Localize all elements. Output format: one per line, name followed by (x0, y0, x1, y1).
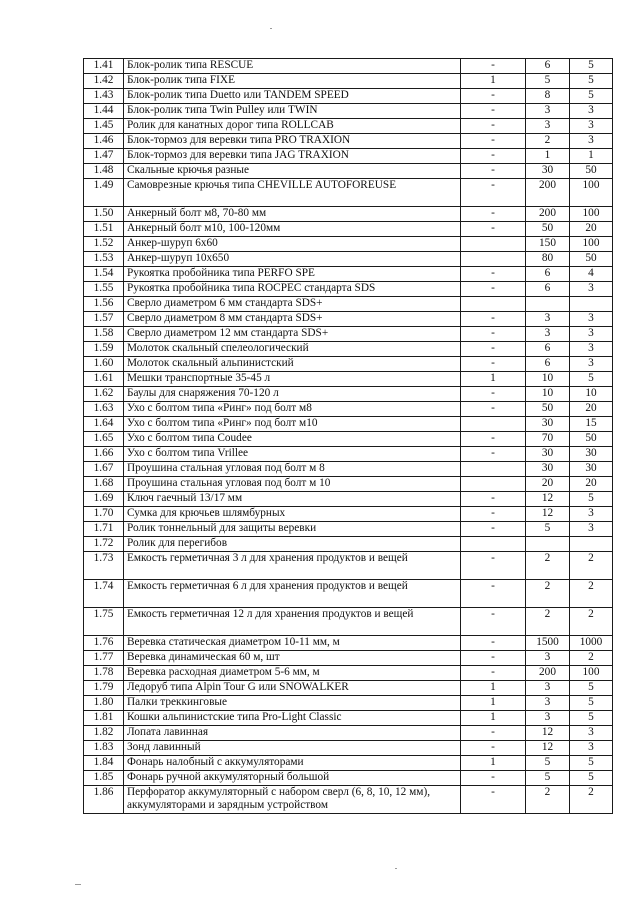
quantity-cell-2: 12 (526, 492, 570, 507)
table-row (84, 522, 613, 537)
quantity-cell-3: 5 (570, 711, 613, 726)
table-row (84, 492, 613, 507)
item-name-cell: Ключ гаечный 13/17 мм (124, 492, 461, 507)
quantity-cell-2: 12 (526, 507, 570, 522)
item-name-cell: Анкерный болт м10, 100-120мм (124, 222, 461, 237)
item-name-cell: Блок-ролик типа Duetto или TANDEM SPEED (124, 89, 461, 104)
quantity-cell-3: 2 (570, 552, 613, 580)
quantity-cell-1 (461, 477, 526, 492)
equipment-table (83, 58, 613, 814)
item-number-cell: 1.52 (84, 237, 124, 252)
item-number-cell: 1.78 (84, 666, 124, 681)
table-row (84, 89, 613, 104)
item-number-cell: 1.57 (84, 312, 124, 327)
item-number-cell: 1.44 (84, 104, 124, 119)
item-name-cell: Кошки альпинистские типа Pro-Light Classic (124, 711, 461, 726)
quantity-cell-3: 50 (570, 432, 613, 447)
quantity-cell-1: - (461, 267, 526, 282)
quantity-cell-3: 2 (570, 651, 613, 666)
table-row (84, 252, 613, 267)
item-number-cell: 1.74 (84, 580, 124, 608)
quantity-cell-1: - (461, 580, 526, 608)
item-number-cell: 1.80 (84, 696, 124, 711)
table-row (84, 786, 613, 814)
quantity-cell-1: - (461, 207, 526, 222)
quantity-cell-2: 30 (526, 417, 570, 432)
quantity-cell-1: - (461, 89, 526, 104)
quantity-cell-1: - (461, 741, 526, 756)
item-name-cell: Анкер-шуруп 6х60 (124, 237, 461, 252)
quantity-cell-2: 12 (526, 726, 570, 741)
item-name-cell: Сумка для крючьев шлямбурных (124, 507, 461, 522)
table-row (84, 342, 613, 357)
quantity-cell-1 (461, 537, 526, 552)
item-number-cell: 1.64 (84, 417, 124, 432)
item-number-cell: 1.76 (84, 636, 124, 651)
table-row (84, 417, 613, 432)
quantity-cell-1 (461, 297, 526, 312)
item-number-cell: 1.46 (84, 134, 124, 149)
scan-speck (395, 868, 397, 869)
table-row (84, 387, 613, 402)
quantity-cell-1: - (461, 179, 526, 207)
item-name-cell: Анкер-шуруп 10х650 (124, 252, 461, 267)
quantity-cell-2: 30 (526, 447, 570, 462)
item-name-cell: Ролик для канатных дорог типа ROLLCAB (124, 119, 461, 134)
table-row (84, 327, 613, 342)
item-number-cell: 1.82 (84, 726, 124, 741)
quantity-cell-2: 200 (526, 666, 570, 681)
quantity-cell-3: 3 (570, 134, 613, 149)
quantity-cell-3: 5 (570, 74, 613, 89)
item-name-cell: Лопата лавинная (124, 726, 461, 741)
item-name-cell: Емкость герметичная 6 л для хранения продуктов и вещей (124, 580, 461, 608)
table-row (84, 447, 613, 462)
item-number-cell: 1.62 (84, 387, 124, 402)
quantity-cell-3: 5 (570, 372, 613, 387)
item-name-cell: Ухо с болтом типа «Ринг» под болт м10 (124, 417, 461, 432)
item-name-cell: Палки треккинговые (124, 696, 461, 711)
quantity-cell-3: 3 (570, 522, 613, 537)
table-row (84, 756, 613, 771)
item-number-cell: 1.49 (84, 179, 124, 207)
item-name-cell: Ухо с болтом типа Coudee (124, 432, 461, 447)
quantity-cell-2: 2 (526, 608, 570, 636)
item-name-cell: Самоврезные крючья типа CHEVILLE AUTOFOREUSE (124, 179, 461, 207)
quantity-cell-2: 10 (526, 387, 570, 402)
item-number-cell: 1.68 (84, 477, 124, 492)
quantity-cell-3: 3 (570, 357, 613, 372)
item-number-cell: 1.84 (84, 756, 124, 771)
quantity-cell-2: 6 (526, 267, 570, 282)
item-number-cell: 1.58 (84, 327, 124, 342)
quantity-cell-3: 3 (570, 104, 613, 119)
item-name-cell: Проушина стальная угловая под болт м 10 (124, 477, 461, 492)
quantity-cell-3: 50 (570, 252, 613, 267)
item-number-cell: 1.79 (84, 681, 124, 696)
quantity-cell-1: - (461, 59, 526, 74)
quantity-cell-1: - (461, 134, 526, 149)
quantity-cell-3: 20 (570, 477, 613, 492)
quantity-cell-1 (461, 462, 526, 477)
item-number-cell: 1.75 (84, 608, 124, 636)
quantity-cell-3: 100 (570, 237, 613, 252)
quantity-cell-3: 3 (570, 507, 613, 522)
item-number-cell: 1.53 (84, 252, 124, 267)
quantity-cell-2: 3 (526, 696, 570, 711)
item-number-cell: 1.86 (84, 786, 124, 814)
quantity-cell-3: 5 (570, 756, 613, 771)
quantity-cell-3: 3 (570, 726, 613, 741)
table-row (84, 237, 613, 252)
quantity-cell-3: 3 (570, 312, 613, 327)
table-row (84, 608, 613, 636)
quantity-cell-1: 1 (461, 681, 526, 696)
item-name-cell: Ухо с болтом типа Vrillee (124, 447, 461, 462)
quantity-cell-3: 50 (570, 164, 613, 179)
item-number-cell: 1.56 (84, 297, 124, 312)
quantity-cell-2: 50 (526, 222, 570, 237)
quantity-cell-2: 2 (526, 552, 570, 580)
quantity-cell-3: 5 (570, 89, 613, 104)
item-name-cell: Фонарь ручной аккумуляторный большой (124, 771, 461, 786)
quantity-cell-2: 6 (526, 342, 570, 357)
item-number-cell: 1.41 (84, 59, 124, 74)
quantity-cell-2: 6 (526, 59, 570, 74)
quantity-cell-2 (526, 297, 570, 312)
quantity-cell-3: 4 (570, 267, 613, 282)
quantity-cell-1: - (461, 507, 526, 522)
quantity-cell-3: 100 (570, 179, 613, 207)
quantity-cell-2: 3 (526, 651, 570, 666)
item-number-cell: 1.59 (84, 342, 124, 357)
quantity-cell-2: 3 (526, 312, 570, 327)
quantity-cell-3: 5 (570, 681, 613, 696)
item-name-cell: Рукоятка пробойника типа PERFO SPE (124, 267, 461, 282)
item-name-cell: Анкерный болт м8, 70-80 мм (124, 207, 461, 222)
table-row (84, 726, 613, 741)
table-row (84, 711, 613, 726)
quantity-cell-3: 3 (570, 282, 613, 297)
quantity-cell-2: 2 (526, 134, 570, 149)
quantity-cell-2: 30 (526, 462, 570, 477)
table-row (84, 282, 613, 297)
quantity-cell-3: 2 (570, 580, 613, 608)
item-number-cell: 1.85 (84, 771, 124, 786)
quantity-cell-3: 30 (570, 447, 613, 462)
quantity-cell-1: - (461, 342, 526, 357)
item-name-cell: Баулы для снаряжения 70-120 л (124, 387, 461, 402)
table-row (84, 149, 613, 164)
item-number-cell: 1.70 (84, 507, 124, 522)
scan-speck (75, 884, 81, 885)
item-number-cell: 1.42 (84, 74, 124, 89)
quantity-cell-2: 200 (526, 207, 570, 222)
quantity-cell-2: 3 (526, 327, 570, 342)
quantity-cell-1: - (461, 222, 526, 237)
item-number-cell: 1.65 (84, 432, 124, 447)
item-name-cell: Блок-ролик типа RESCUE (124, 59, 461, 74)
item-number-cell: 1.73 (84, 552, 124, 580)
table-row (84, 297, 613, 312)
quantity-cell-3: 1000 (570, 636, 613, 651)
quantity-cell-2: 5 (526, 771, 570, 786)
item-number-cell: 1.77 (84, 651, 124, 666)
item-name-cell: Блок-ролик типа FIXE (124, 74, 461, 89)
item-number-cell: 1.71 (84, 522, 124, 537)
table-row (84, 681, 613, 696)
quantity-cell-2: 150 (526, 237, 570, 252)
quantity-cell-1 (461, 237, 526, 252)
item-number-cell: 1.45 (84, 119, 124, 134)
item-name-cell: Перфоратор аккумуляторный с набором сверл (6, 8, 10, 12 мм), аккумуляторами и зарядным устройством (124, 786, 461, 814)
table-row (84, 741, 613, 756)
quantity-cell-1: - (461, 149, 526, 164)
table-row (84, 104, 613, 119)
quantity-cell-1: - (461, 447, 526, 462)
quantity-cell-2: 200 (526, 179, 570, 207)
quantity-cell-2 (526, 537, 570, 552)
quantity-cell-3: 20 (570, 402, 613, 417)
quantity-cell-1: - (461, 771, 526, 786)
item-number-cell: 1.81 (84, 711, 124, 726)
table-row (84, 696, 613, 711)
table-row (84, 207, 613, 222)
item-name-cell: Зонд лавинный (124, 741, 461, 756)
quantity-cell-1: 1 (461, 74, 526, 89)
quantity-cell-1: - (461, 636, 526, 651)
quantity-cell-1: - (461, 726, 526, 741)
table-row (84, 74, 613, 89)
table-row (84, 507, 613, 522)
quantity-cell-1: 1 (461, 711, 526, 726)
quantity-cell-1: - (461, 327, 526, 342)
quantity-cell-1: - (461, 282, 526, 297)
quantity-cell-1: - (461, 357, 526, 372)
quantity-cell-2: 12 (526, 741, 570, 756)
quantity-cell-3: 2 (570, 786, 613, 814)
quantity-cell-2: 1500 (526, 636, 570, 651)
table-body (84, 59, 613, 814)
quantity-cell-2: 5 (526, 74, 570, 89)
table-row (84, 666, 613, 681)
quantity-cell-2: 2 (526, 786, 570, 814)
table-row (84, 636, 613, 651)
quantity-cell-1: - (461, 104, 526, 119)
quantity-cell-2: 6 (526, 357, 570, 372)
quantity-cell-2: 3 (526, 104, 570, 119)
quantity-cell-1: 1 (461, 696, 526, 711)
quantity-cell-1 (461, 417, 526, 432)
item-name-cell: Веревка статическая диаметром 10-11 мм, м (124, 636, 461, 651)
table-row (84, 134, 613, 149)
quantity-cell-2: 50 (526, 402, 570, 417)
item-name-cell: Емкость герметичная 3 л для хранения продуктов и вещей (124, 552, 461, 580)
quantity-cell-3: 100 (570, 207, 613, 222)
item-name-cell: Проушина стальная угловая под болт м 8 (124, 462, 461, 477)
quantity-cell-2: 20 (526, 477, 570, 492)
item-number-cell: 1.55 (84, 282, 124, 297)
quantity-cell-3: 10 (570, 387, 613, 402)
table-row (84, 357, 613, 372)
quantity-cell-1: 1 (461, 372, 526, 387)
table-row (84, 477, 613, 492)
table-row (84, 222, 613, 237)
quantity-cell-2: 30 (526, 164, 570, 179)
quantity-cell-2: 3 (526, 681, 570, 696)
item-name-cell: Сверло диаметром 8 мм стандарта SDS+ (124, 312, 461, 327)
quantity-cell-3: 20 (570, 222, 613, 237)
quantity-cell-1: - (461, 522, 526, 537)
quantity-cell-1: 1 (461, 756, 526, 771)
quantity-cell-3: 5 (570, 696, 613, 711)
quantity-cell-3: 15 (570, 417, 613, 432)
quantity-cell-2: 1 (526, 149, 570, 164)
item-name-cell: Мешки транспортные 35-45 л (124, 372, 461, 387)
scan-speck (270, 28, 272, 29)
item-number-cell: 1.43 (84, 89, 124, 104)
quantity-cell-3: 30 (570, 462, 613, 477)
item-number-cell: 1.48 (84, 164, 124, 179)
item-name-cell: Ролик тоннельный для защиты веревки (124, 522, 461, 537)
quantity-cell-3 (570, 297, 613, 312)
quantity-cell-1: - (461, 402, 526, 417)
quantity-cell-1: - (461, 786, 526, 814)
item-name-cell: Веревка расходная диаметром 5-6 мм, м (124, 666, 461, 681)
item-name-cell: Блок-тормоз для веревки типа JAG TRAXION (124, 149, 461, 164)
quantity-cell-2: 70 (526, 432, 570, 447)
quantity-cell-1: - (461, 387, 526, 402)
table-row (84, 651, 613, 666)
item-name-cell: Молоток скальный альпинистский (124, 357, 461, 372)
table-row (84, 312, 613, 327)
table-row (84, 59, 613, 74)
table-row (84, 432, 613, 447)
quantity-cell-1: - (461, 552, 526, 580)
quantity-cell-3: 1 (570, 149, 613, 164)
quantity-cell-1: - (461, 312, 526, 327)
item-name-cell: Фонарь налобный с аккумуляторами (124, 756, 461, 771)
quantity-cell-2: 10 (526, 372, 570, 387)
item-name-cell: Сверло диаметром 12 мм стандарта SDS+ (124, 327, 461, 342)
quantity-cell-3: 3 (570, 327, 613, 342)
table-row (84, 552, 613, 580)
quantity-cell-2: 6 (526, 282, 570, 297)
quantity-cell-3 (570, 537, 613, 552)
item-number-cell: 1.66 (84, 447, 124, 462)
item-name-cell: Веревка динамическая 60 м, шт (124, 651, 461, 666)
quantity-cell-3: 3 (570, 741, 613, 756)
quantity-cell-1: - (461, 164, 526, 179)
table-row (84, 267, 613, 282)
table-row (84, 462, 613, 477)
quantity-cell-1: - (461, 608, 526, 636)
item-name-cell: Ролик для перегибов (124, 537, 461, 552)
item-number-cell: 1.72 (84, 537, 124, 552)
quantity-cell-3: 3 (570, 342, 613, 357)
quantity-cell-3: 5 (570, 771, 613, 786)
item-number-cell: 1.54 (84, 267, 124, 282)
quantity-cell-2: 5 (526, 522, 570, 537)
item-number-cell: 1.83 (84, 741, 124, 756)
quantity-cell-2: 2 (526, 580, 570, 608)
quantity-cell-3: 2 (570, 608, 613, 636)
item-number-cell: 1.61 (84, 372, 124, 387)
item-number-cell: 1.63 (84, 402, 124, 417)
quantity-cell-3: 3 (570, 119, 613, 134)
quantity-cell-1: - (461, 492, 526, 507)
quantity-cell-1: - (461, 119, 526, 134)
item-name-cell: Блок-ролик типа Twin Pulley или TWIN (124, 104, 461, 119)
quantity-cell-2: 5 (526, 756, 570, 771)
item-number-cell: 1.60 (84, 357, 124, 372)
quantity-cell-1: - (461, 651, 526, 666)
item-number-cell: 1.67 (84, 462, 124, 477)
item-name-cell: Сверло диаметром 6 мм стандарта SDS+ (124, 297, 461, 312)
table-row (84, 164, 613, 179)
quantity-cell-2: 3 (526, 711, 570, 726)
quantity-cell-2: 8 (526, 89, 570, 104)
item-name-cell: Блок-тормоз для веревки типа PRO TRAXION (124, 134, 461, 149)
item-name-cell: Ледоруб типа Alpin Tour G или SNOWALKER (124, 681, 461, 696)
table-row (84, 771, 613, 786)
quantity-cell-1: - (461, 432, 526, 447)
quantity-cell-1 (461, 252, 526, 267)
table-row (84, 402, 613, 417)
table-row (84, 179, 613, 207)
table-row (84, 580, 613, 608)
table-row (84, 537, 613, 552)
quantity-cell-3: 100 (570, 666, 613, 681)
item-name-cell: Емкость герметичная 12 л для хранения продуктов и вещей (124, 608, 461, 636)
item-name-cell: Ухо с болтом типа «Ринг» под болт м8 (124, 402, 461, 417)
quantity-cell-2: 3 (526, 119, 570, 134)
quantity-cell-3: 5 (570, 59, 613, 74)
item-number-cell: 1.69 (84, 492, 124, 507)
quantity-cell-3: 5 (570, 492, 613, 507)
item-name-cell: Молоток скальный спелеологический (124, 342, 461, 357)
table-row (84, 372, 613, 387)
item-number-cell: 1.47 (84, 149, 124, 164)
item-name-cell: Скальные крючья разные (124, 164, 461, 179)
item-number-cell: 1.51 (84, 222, 124, 237)
quantity-cell-1: - (461, 666, 526, 681)
table-row (84, 119, 613, 134)
item-number-cell: 1.50 (84, 207, 124, 222)
item-name-cell: Рукоятка пробойника типа ROCPEC стандарта SDS (124, 282, 461, 297)
quantity-cell-2: 80 (526, 252, 570, 267)
